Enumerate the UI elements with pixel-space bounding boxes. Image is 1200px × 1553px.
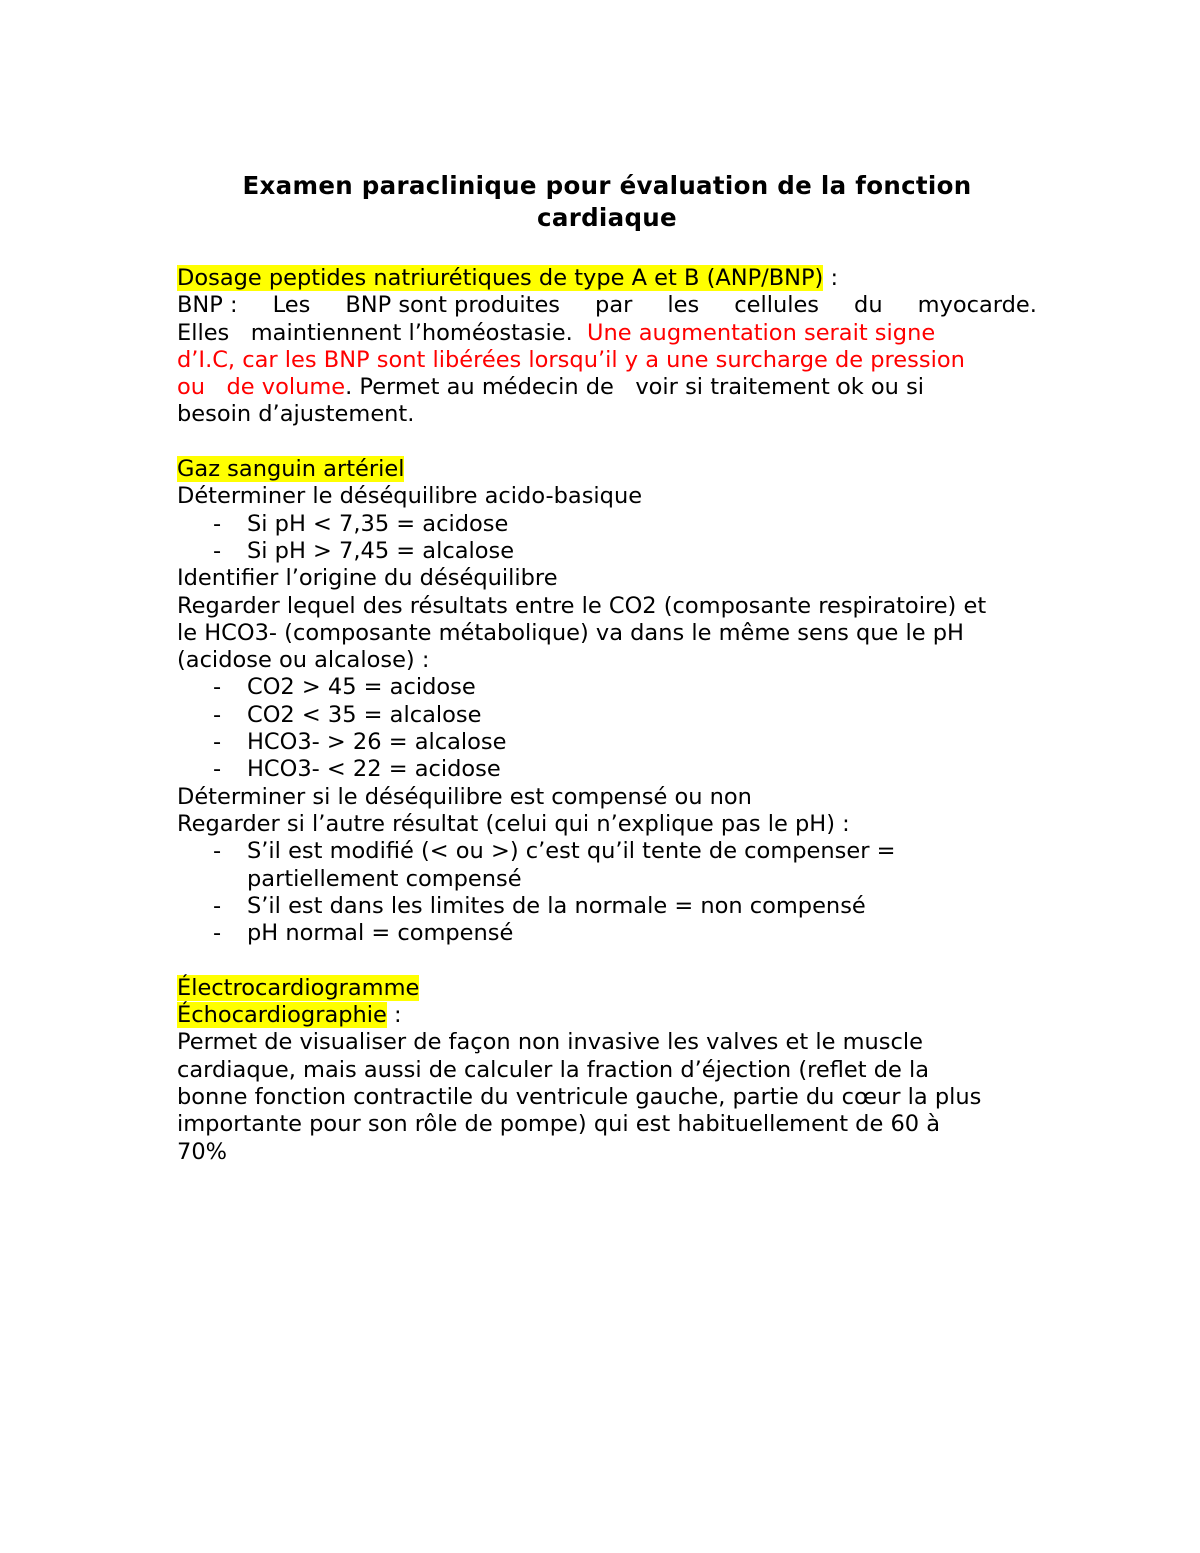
document-content [177,170,1037,1166]
gaz-regarder-line: (acidose ou alcalose) : [177,647,430,674]
bnp-word: BNP sont produites [345,292,561,319]
ecg-heading: Électrocardiogramme [177,974,420,1001]
list-item [177,729,1037,756]
list-item-text-cont: partiellement compensé [247,865,522,892]
bnp-line-3: d’I.C, car les BNP sont libérées lorsqu’il y a une surcharge de pression [177,346,965,373]
dash-bullet: - [213,838,222,865]
echo-line: Permet de visualiser de façon non invasive les valves et le muscle [177,1029,923,1056]
dash-bullet: - [213,892,222,919]
echo-heading: Échocardiographie [177,1002,387,1029]
bnp-heading-line [177,265,1037,292]
echo-line: 70% [177,1138,228,1165]
dash-bullet: - [213,756,222,783]
list-item [177,838,1037,893]
list-item-text: Si pH > 7,45 = alcalose [247,537,515,564]
list-item-text: S’il est modifié (< ou >) c’est qu’il tente de compenser = [247,838,896,865]
list-item-text: Si pH < 7,35 = acidose [247,510,509,537]
bnp-line-4 [177,374,1037,401]
spacer [177,947,1037,974]
gaz-determine: Déterminer le déséquilibre acido-basique [177,483,643,510]
dash-bullet: - [213,701,222,728]
bnp-word: les [667,292,700,319]
bnp-line-4-text: . Permet au médecin de voir si traitement ok ou si [345,374,925,401]
gaz-regarder-line: Regarder lequel des résultats entre le CO2 (composante respiratoire) et [177,592,987,619]
bnp-line-2 [177,320,1037,347]
bnp-word: myocarde. [917,292,1037,319]
echo-heading-suffix: : [386,1002,402,1029]
bnp-heading-suffix: : [823,265,839,291]
list-item [177,511,1037,538]
echo-line: cardiaque, mais aussi de calculer la fraction d’éjection (reflet de la [177,1056,930,1083]
dash-bullet: - [213,729,222,756]
list-item-text: HCO3- > 26 = alcalose [247,729,507,756]
spacer [177,429,1037,456]
bnp-word: cellules [734,292,820,319]
bnp-word: BNP : [177,292,238,319]
list-item [177,702,1037,729]
gaz-heading-line [177,456,1037,483]
title-line-2: cardiaque [537,203,677,232]
list-item [177,893,1037,920]
bnp-word: Les [272,292,311,319]
bnp-line-2-red: Une augmentation serait signe [587,319,936,346]
list-item-text: HCO3- < 22 = acidose [247,756,501,783]
dash-bullet: - [213,537,222,564]
dash-bullet: - [213,920,222,947]
gaz-heading: Gaz sanguin artériel [177,456,405,483]
dash-bullet: - [213,674,222,701]
list-item-text: CO2 > 45 = acidose [247,674,476,701]
list-item [177,538,1037,565]
list-item [177,756,1037,783]
dash-bullet: - [213,510,222,537]
title-line-1: Examen paraclinique pour évaluation de la fonction [242,171,972,200]
bnp-heading: Dosage peptides natriurétiques de type A et B (ANP/BNP) [177,265,824,291]
bnp-line-5: besoin d’ajustement. [177,401,415,428]
bnp-line-2-text: Elles maintiennent l’homéostasie. [177,319,588,346]
ecg-heading-line [177,975,1037,1002]
bnp-word: par [595,292,633,319]
page-title [177,170,1037,234]
echo-line: bonne fonction contractile du ventricule gauche, partie du cœur la plus [177,1083,982,1110]
bnp-line-4-red: ou de volume [177,374,346,401]
bnp-word: du [854,292,883,319]
echo-line: importante pour son rôle de pompe) qui est habituellement de 60 à [177,1111,941,1138]
list-item [177,920,1037,947]
list-item-text: S’il est dans les limites de la normale = non compensé [247,892,866,919]
gaz-regarder-line: le HCO3- (composante métabolique) va dans le même sens que le pH [177,619,964,646]
echo-heading-line [177,1002,1037,1029]
gaz-compense: Déterminer si le déséquilibre est compensé ou non [177,783,752,810]
list-item [177,674,1037,701]
bnp-line-1 [177,292,1037,319]
list-item-text: CO2 < 35 = alcalose [247,701,482,728]
list-item-text: pH normal = compensé [247,920,514,947]
gaz-autre: Regarder si l’autre résultat (celui qui n’explique pas le pH) : [177,810,850,837]
gaz-identify: Identifier l’origine du déséquilibre [177,565,558,592]
